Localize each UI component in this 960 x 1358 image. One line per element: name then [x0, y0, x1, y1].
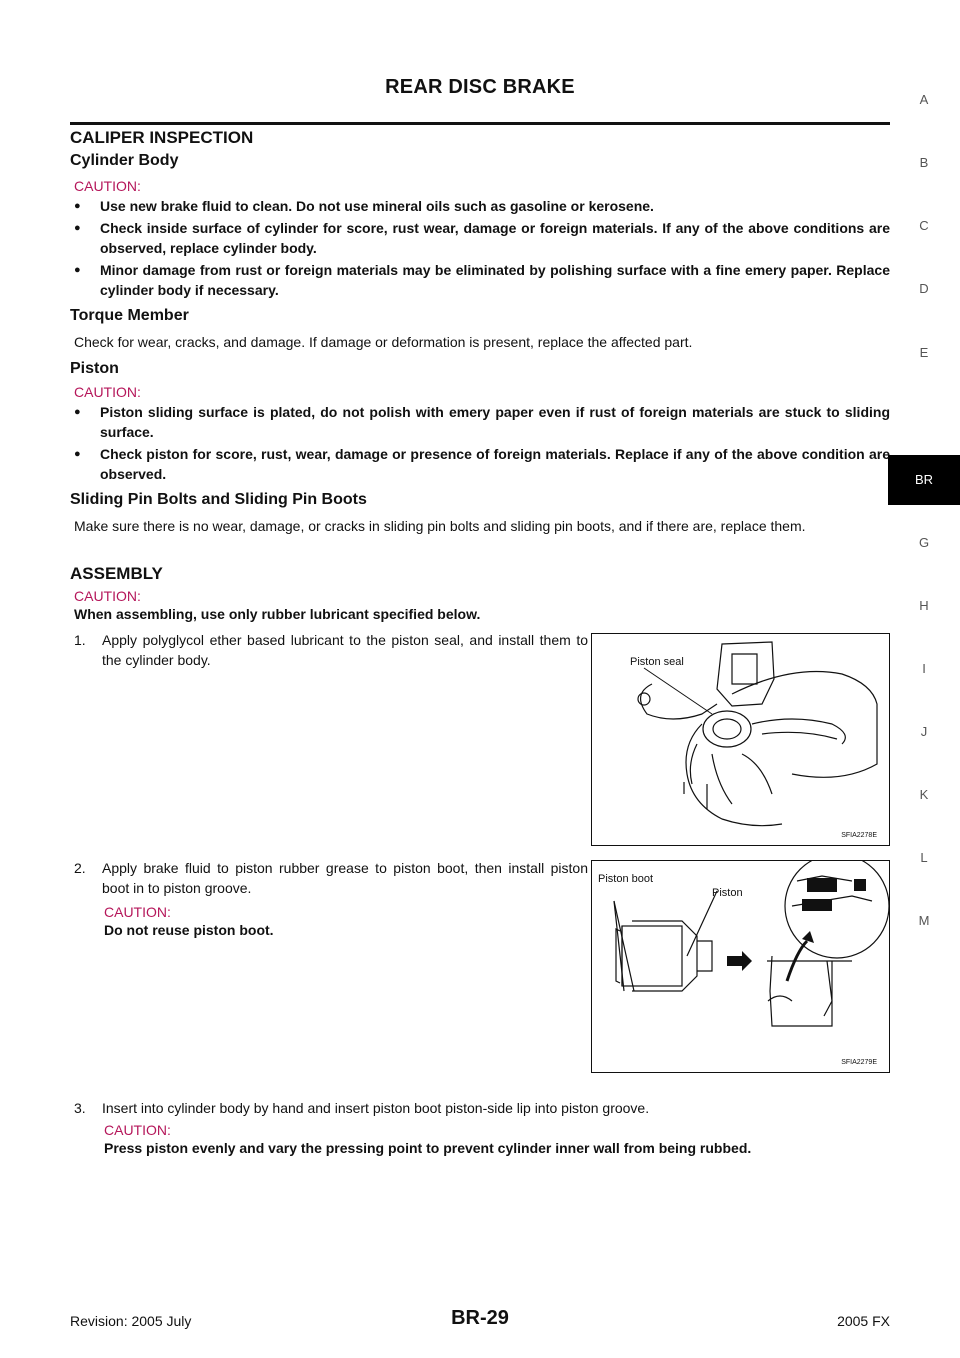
assembly-caution-text: When assembling, use only rubber lubricant specified below. [74, 606, 481, 622]
caution-label: CAUTION: [74, 178, 141, 194]
step-number: 3. [74, 1100, 86, 1116]
figure-id: SFIA2279E [841, 1059, 877, 1066]
tab-br[interactable]: BR [888, 455, 960, 505]
heading-cylinder-body: Cylinder Body [70, 152, 179, 169]
figure-id: SFIA2278E [841, 832, 877, 839]
list-item: ● Check piston for score, rust, wear, damage or presence of foreign materials. Replace if any of the above condition are observed. [74, 444, 890, 484]
heading-sliding-pin: Sliding Pin Bolts and Sliding Pin Boots [70, 491, 367, 508]
tab-g[interactable]: G [918, 535, 930, 550]
tab-l[interactable]: L [920, 850, 928, 865]
piston-seal-label: Piston seal [630, 656, 684, 668]
list-item: ● Piston sliding surface is plated, do not polish with emery paper even if rust of foreign materials are stuck to sliding surface. [74, 402, 890, 442]
figure-piston-seal [591, 633, 890, 846]
step-text: Apply polyglycol ether based lubricant to the piston seal, and install them to the cylinder body. [102, 632, 588, 668]
footer-model: 2005 FX [837, 1313, 890, 1329]
caution-label: CAUTION: [104, 904, 171, 920]
step-3-caution-text: Press piston evenly and vary the pressing point to prevent cylinder inner wall from being rubbed. [104, 1140, 752, 1156]
tab-d[interactable]: D [919, 281, 929, 296]
section-assembly: ASSEMBLY [70, 564, 163, 583]
torque-member-text: Check for wear, cracks, and damage. If damage or deformation is present, replace the affected part. [74, 334, 693, 350]
page-title: REAR DISC BRAKE [385, 76, 575, 98]
heading-piston: Piston [70, 360, 119, 377]
step-number: 2. [74, 860, 86, 876]
tab-b[interactable]: B [919, 155, 929, 170]
tab-j[interactable]: J [920, 724, 928, 739]
tab-h[interactable]: H [919, 598, 929, 613]
list-item: ● Minor damage from rust or foreign materials may be eliminated by polishing surface with a fine emery paper. Replace cylinder body if necessary. [74, 260, 890, 300]
tab-i[interactable]: I [922, 661, 926, 676]
tab-m[interactable]: M [918, 913, 930, 928]
step-number: 1. [74, 632, 86, 648]
caution-label: CAUTION: [74, 384, 141, 400]
step-2-caution-text: Do not reuse piston boot. [104, 922, 274, 938]
step-2 [74, 858, 588, 898]
step-1 [74, 630, 588, 670]
heading-torque-member: Torque Member [70, 307, 189, 324]
step-3 [74, 1098, 890, 1118]
piston-boot-label: Piston boot [598, 873, 654, 885]
footer-revision: Revision: 2005 July [70, 1313, 192, 1329]
figure-piston-boot [591, 860, 890, 1073]
sliding-pin-text: Make sure there is no wear, damage, or cracks in sliding pin bolts and sliding pin boots, and if there are, replace them. [74, 518, 806, 534]
step-text: Insert into cylinder body by hand and insert piston boot piston-side lip into piston groove. [102, 1100, 650, 1116]
header-divider [70, 122, 890, 125]
tab-e[interactable]: E [919, 345, 929, 360]
caution-label: CAUTION: [104, 1122, 171, 1138]
tab-c[interactable]: C [919, 218, 929, 233]
tab-k[interactable]: K [919, 787, 929, 802]
section-caliper-inspection: CALIPER INSPECTION [70, 128, 254, 147]
list-item: ● Check inside surface of cylinder for score, rust wear, damage or foreign materials. If any of the above conditions are observed, replace cylinder body. [74, 218, 890, 258]
caution-label: CAUTION: [74, 588, 141, 604]
page-number: BR-29 [451, 1307, 509, 1329]
tab-a[interactable]: A [919, 92, 929, 107]
piston-label: Piston [712, 887, 743, 899]
list-item: ● Use new brake fluid to clean. Do not use mineral oils such as gasoline or kerosene. [74, 196, 890, 216]
step-text: Apply brake fluid to piston rubber grease to piston boot, then install piston boot in to piston groove. [102, 860, 588, 896]
